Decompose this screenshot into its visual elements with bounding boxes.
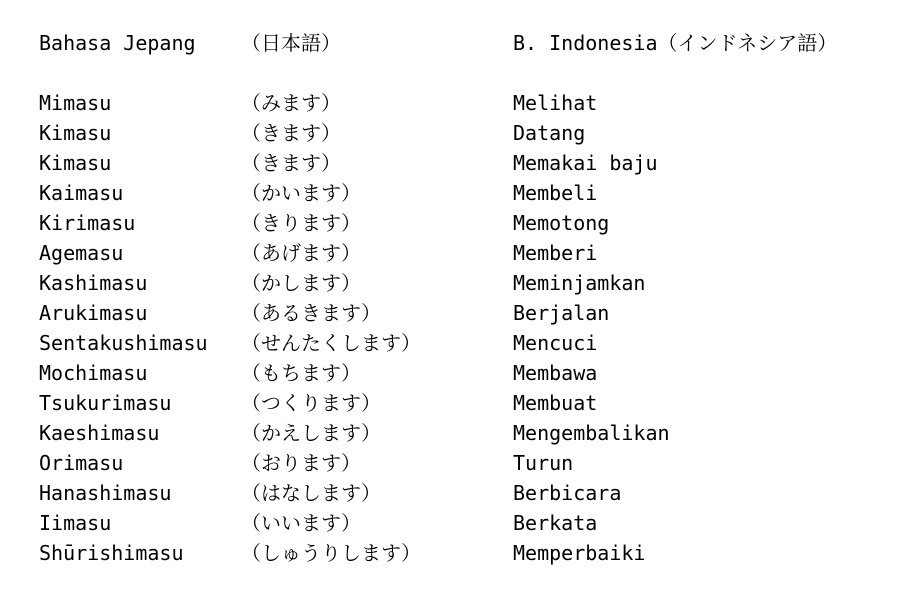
vocab-row: [0, 448, 900, 478]
vocab-romaji: Shūrishimasu: [39, 541, 184, 565]
vocab-row: [0, 208, 900, 238]
vocab-kana: （はなします）: [241, 481, 381, 505]
vocab-romaji: Agemasu: [39, 241, 124, 265]
vocab-romaji: Tsukurimasu: [39, 391, 172, 415]
vocab-kana: （かえします）: [241, 421, 381, 445]
vocab-kana: （きます）: [241, 121, 341, 145]
vocab-row: [0, 268, 900, 298]
vocab-indonesian: Memotong: [513, 211, 610, 235]
vocab-indonesian: Memberi: [513, 241, 598, 265]
vocab-romaji: Mimasu: [39, 91, 112, 115]
vocab-kana: （きます）: [241, 151, 341, 175]
vocab-romaji: Arukimasu: [39, 301, 148, 325]
vocab-kana: （かいます）: [241, 181, 361, 205]
vocab-romaji: Kaimasu: [39, 181, 124, 205]
vocab-row: [0, 178, 900, 208]
vocab-row: [0, 388, 900, 418]
vocab-kana: （おります）: [241, 451, 361, 475]
vocab-indonesian: Memakai baju: [513, 151, 658, 175]
header-indonesian-label: B. Indonesia: [513, 31, 658, 55]
vocab-romaji: Iimasu: [39, 511, 112, 535]
vocab-row: [0, 238, 900, 268]
vocab-indonesian: Membeli: [513, 181, 598, 205]
vocab-kana: （いいます）: [241, 511, 361, 535]
vocab-indonesian: Melihat: [513, 91, 598, 115]
vocab-indonesian: Membuat: [513, 391, 598, 415]
vocab-row: [0, 358, 900, 388]
header-indonesian-kana: （インドネシア語）: [657, 31, 838, 55]
vocab-romaji: Kimasu: [39, 151, 112, 175]
vocab-kana: （みます）: [241, 91, 341, 115]
vocab-romaji: Kashimasu: [39, 271, 148, 295]
vocab-row: [0, 118, 900, 148]
vocab-indonesian: Berjalan: [513, 301, 610, 325]
vocab-indonesian: Turun: [513, 451, 574, 475]
vocab-kana: （あげます）: [241, 241, 361, 265]
vocab-row: [0, 508, 900, 538]
vocab-kana: （きります）: [241, 211, 361, 235]
vocab-row: [0, 148, 900, 178]
vocab-indonesian: Mengembalikan: [513, 421, 670, 445]
vocab-romaji: Hanashimasu: [39, 481, 172, 505]
header-indonesian: [513, 28, 837, 58]
header-row: [0, 28, 900, 58]
vocab-row: [0, 478, 900, 508]
vocab-romaji: Orimasu: [39, 451, 124, 475]
vocab-kana: （しゅうりします）: [241, 541, 421, 565]
vocab-indonesian: Berbicara: [513, 481, 622, 505]
vocab-indonesian: Datang: [513, 121, 586, 145]
vocab-indonesian: Mencuci: [513, 331, 598, 355]
vocab-row: [0, 328, 900, 358]
vocab-romaji: Mochimasu: [39, 361, 148, 385]
vocab-indonesian: Memperbaiki: [513, 541, 646, 565]
vocab-kana: （あるきます）: [241, 301, 381, 325]
header-japanese-romaji: Bahasa Jepang: [39, 31, 196, 55]
vocab-indonesian: Meminjamkan: [513, 271, 646, 295]
vocab-row: [0, 298, 900, 328]
header-japanese-kana: （日本語）: [241, 31, 341, 55]
vocab-kana: （せんたくします）: [241, 331, 421, 355]
vocab-romaji: Kimasu: [39, 121, 112, 145]
vocab-row: [0, 88, 900, 118]
vocab-kana: （もちます）: [241, 361, 361, 385]
vocab-indonesian: Berkata: [513, 511, 598, 535]
vocab-kana: （つくります）: [241, 391, 381, 415]
vocab-indonesian: Membawa: [513, 361, 598, 385]
vocab-row: [0, 418, 900, 448]
vocab-row: [0, 538, 900, 568]
vocab-romaji: Sentakushimasu: [39, 331, 208, 355]
vocab-kana: （かします）: [241, 271, 361, 295]
vocab-romaji: Kirimasu: [39, 211, 136, 235]
vocab-romaji: Kaeshimasu: [39, 421, 160, 445]
